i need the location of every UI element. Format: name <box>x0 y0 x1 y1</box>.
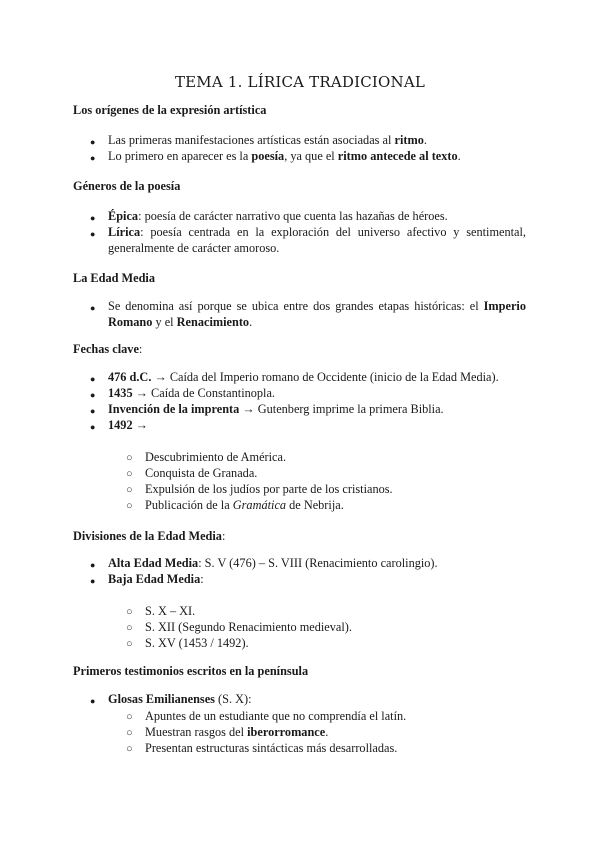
sub-bullet-icon: ○ <box>126 500 133 512</box>
bullet-icon: ● <box>90 560 96 570</box>
sub-bullet-icon: ○ <box>126 468 133 480</box>
list-item: 1435 → Caída de Constantinopla. <box>108 386 276 400</box>
sub-bullet-icon: ○ <box>126 638 133 650</box>
list-item: Las primeras manifestaciones artísticas están asociadas al ritmo. <box>108 133 427 147</box>
heading-fechas: Fechas clave: <box>73 342 143 356</box>
list-item: 1492 → <box>108 418 148 432</box>
sub-list-item: Descubrimiento de América. <box>145 450 287 464</box>
list-item: Invención de la imprenta → Gutenberg imprime la primera Biblia. <box>108 402 444 416</box>
sub-bullet-icon: ○ <box>126 452 133 464</box>
sub-bullet-icon: ○ <box>126 606 133 618</box>
heading-testimonios: Primeros testimonios escritos en la península <box>73 664 309 678</box>
list-item: Baja Edad Media: <box>108 572 204 586</box>
list-item-continuation: generalmente de carácter amoroso. <box>108 241 280 255</box>
sub-list-item: Publicación de la Gramática de Nebrija. <box>145 498 344 512</box>
bullet-icon: ● <box>90 696 96 706</box>
bullet-icon: ● <box>90 406 96 416</box>
sub-list-item: Apuntes de un estudiante que no comprendía el latín. <box>145 709 407 723</box>
page-title: TEMA 1. LÍRICA TRADICIONAL <box>174 73 426 91</box>
list-item: Épica: poesía de carácter narrativo que cuenta las hazañas de héroes. <box>108 209 448 223</box>
heading-generos: Géneros de la poesía <box>73 179 181 193</box>
list-item: Alta Edad Media: S. V (476) – S. VIII (Renacimiento carolingio). <box>108 556 438 570</box>
list-item: Lo primero en aparecer es la poesía, ya que el ritmo antecede al texto. <box>108 149 461 163</box>
heading-origenes: Los orígenes de la expresión artística <box>73 103 267 117</box>
list-item: 476 d.C. → Caída del Imperio romano de Occidente (inicio de la Edad Media). <box>108 370 499 384</box>
bullet-icon: ● <box>90 422 96 432</box>
sub-list-item: S. XII (Segundo Renacimiento medieval). <box>145 620 352 634</box>
bullet-icon: ● <box>90 153 96 163</box>
bullet-icon: ● <box>90 303 96 313</box>
sub-list-item: S. XV (1453 / 1492). <box>145 636 249 650</box>
bullet-icon: ● <box>90 229 96 239</box>
bullet-icon: ● <box>90 213 96 223</box>
sub-list-item: Conquista de Granada. <box>145 466 258 480</box>
list-item-continuation: Romano y el Renacimiento. <box>108 315 253 329</box>
heading-divisiones: Divisiones de la Edad Media: <box>73 529 226 543</box>
sub-list-item: Presentan estructuras sintácticas más desarrolladas. <box>145 741 398 755</box>
bullet-icon: ● <box>90 576 96 586</box>
sub-bullet-icon: ○ <box>126 484 133 496</box>
list-item: Lírica: poesía centrada en la exploración del universo afectivo y sentimental, <box>108 225 526 239</box>
sub-bullet-icon: ○ <box>126 622 133 634</box>
list-item: Se denomina así porque se ubica entre dos grandes etapas históricas: el Imperio <box>108 299 526 313</box>
sub-bullet-icon: ○ <box>126 711 133 723</box>
list-item: Glosas Emilianenses (S. X): <box>108 692 252 706</box>
heading-edad-media: La Edad Media <box>73 271 155 285</box>
bullet-icon: ● <box>90 137 96 147</box>
bullet-icon: ● <box>90 374 96 384</box>
sub-list-item: S. X – XI. <box>145 604 196 618</box>
bullet-icon: ● <box>90 390 96 400</box>
sub-bullet-icon: ○ <box>126 727 133 739</box>
sub-list-item: Expulsión de los judíos por parte de los cristianos. <box>145 482 393 496</box>
sub-list-item: Muestran rasgos del iberorromance. <box>145 725 329 739</box>
sub-bullet-icon: ○ <box>126 743 133 755</box>
